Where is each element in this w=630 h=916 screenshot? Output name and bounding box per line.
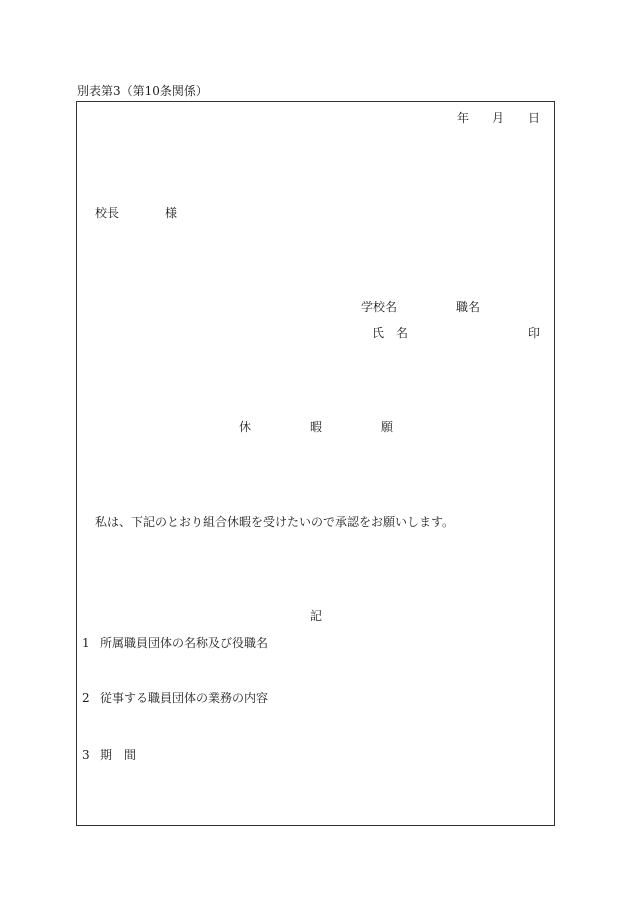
item-1-label: 所属職員団体の名称及び役職名: [100, 636, 269, 650]
position-label: 職名: [456, 300, 481, 314]
form-label: 別表第3（第10条関係）: [77, 84, 208, 98]
form-box: [76, 101, 555, 826]
school-name-label: 学校名: [361, 300, 398, 314]
date-year-label: 年: [457, 111, 470, 125]
form-title-char-2: 暇: [310, 420, 323, 434]
name-label-second-char: 名: [396, 326, 409, 340]
item-3-label-first-char: 期: [100, 748, 113, 762]
item-2-number: 2: [82, 691, 90, 705]
item-1-number: 1: [82, 636, 90, 650]
note-heading: 記: [310, 609, 323, 623]
date-month-label: 月: [492, 111, 505, 125]
item-3-label-second-char: 間: [124, 748, 137, 762]
item-3-number: 3: [82, 748, 90, 762]
addressee-honorific: 様: [165, 206, 178, 220]
form-title-char-1: 休: [239, 420, 252, 434]
name-label-first-char: 氏: [372, 326, 385, 340]
form-title-char-3: 願: [381, 420, 394, 434]
item-2-label: 従事する職員団体の業務の内容: [100, 691, 269, 705]
seal-mark: 印: [528, 326, 541, 340]
request-statement: 私は、下記のとおり組合休暇を受けたいので承認をお願いします。: [95, 515, 455, 529]
date-day-label: 日: [528, 111, 541, 125]
addressee-title: 校長: [95, 206, 120, 220]
